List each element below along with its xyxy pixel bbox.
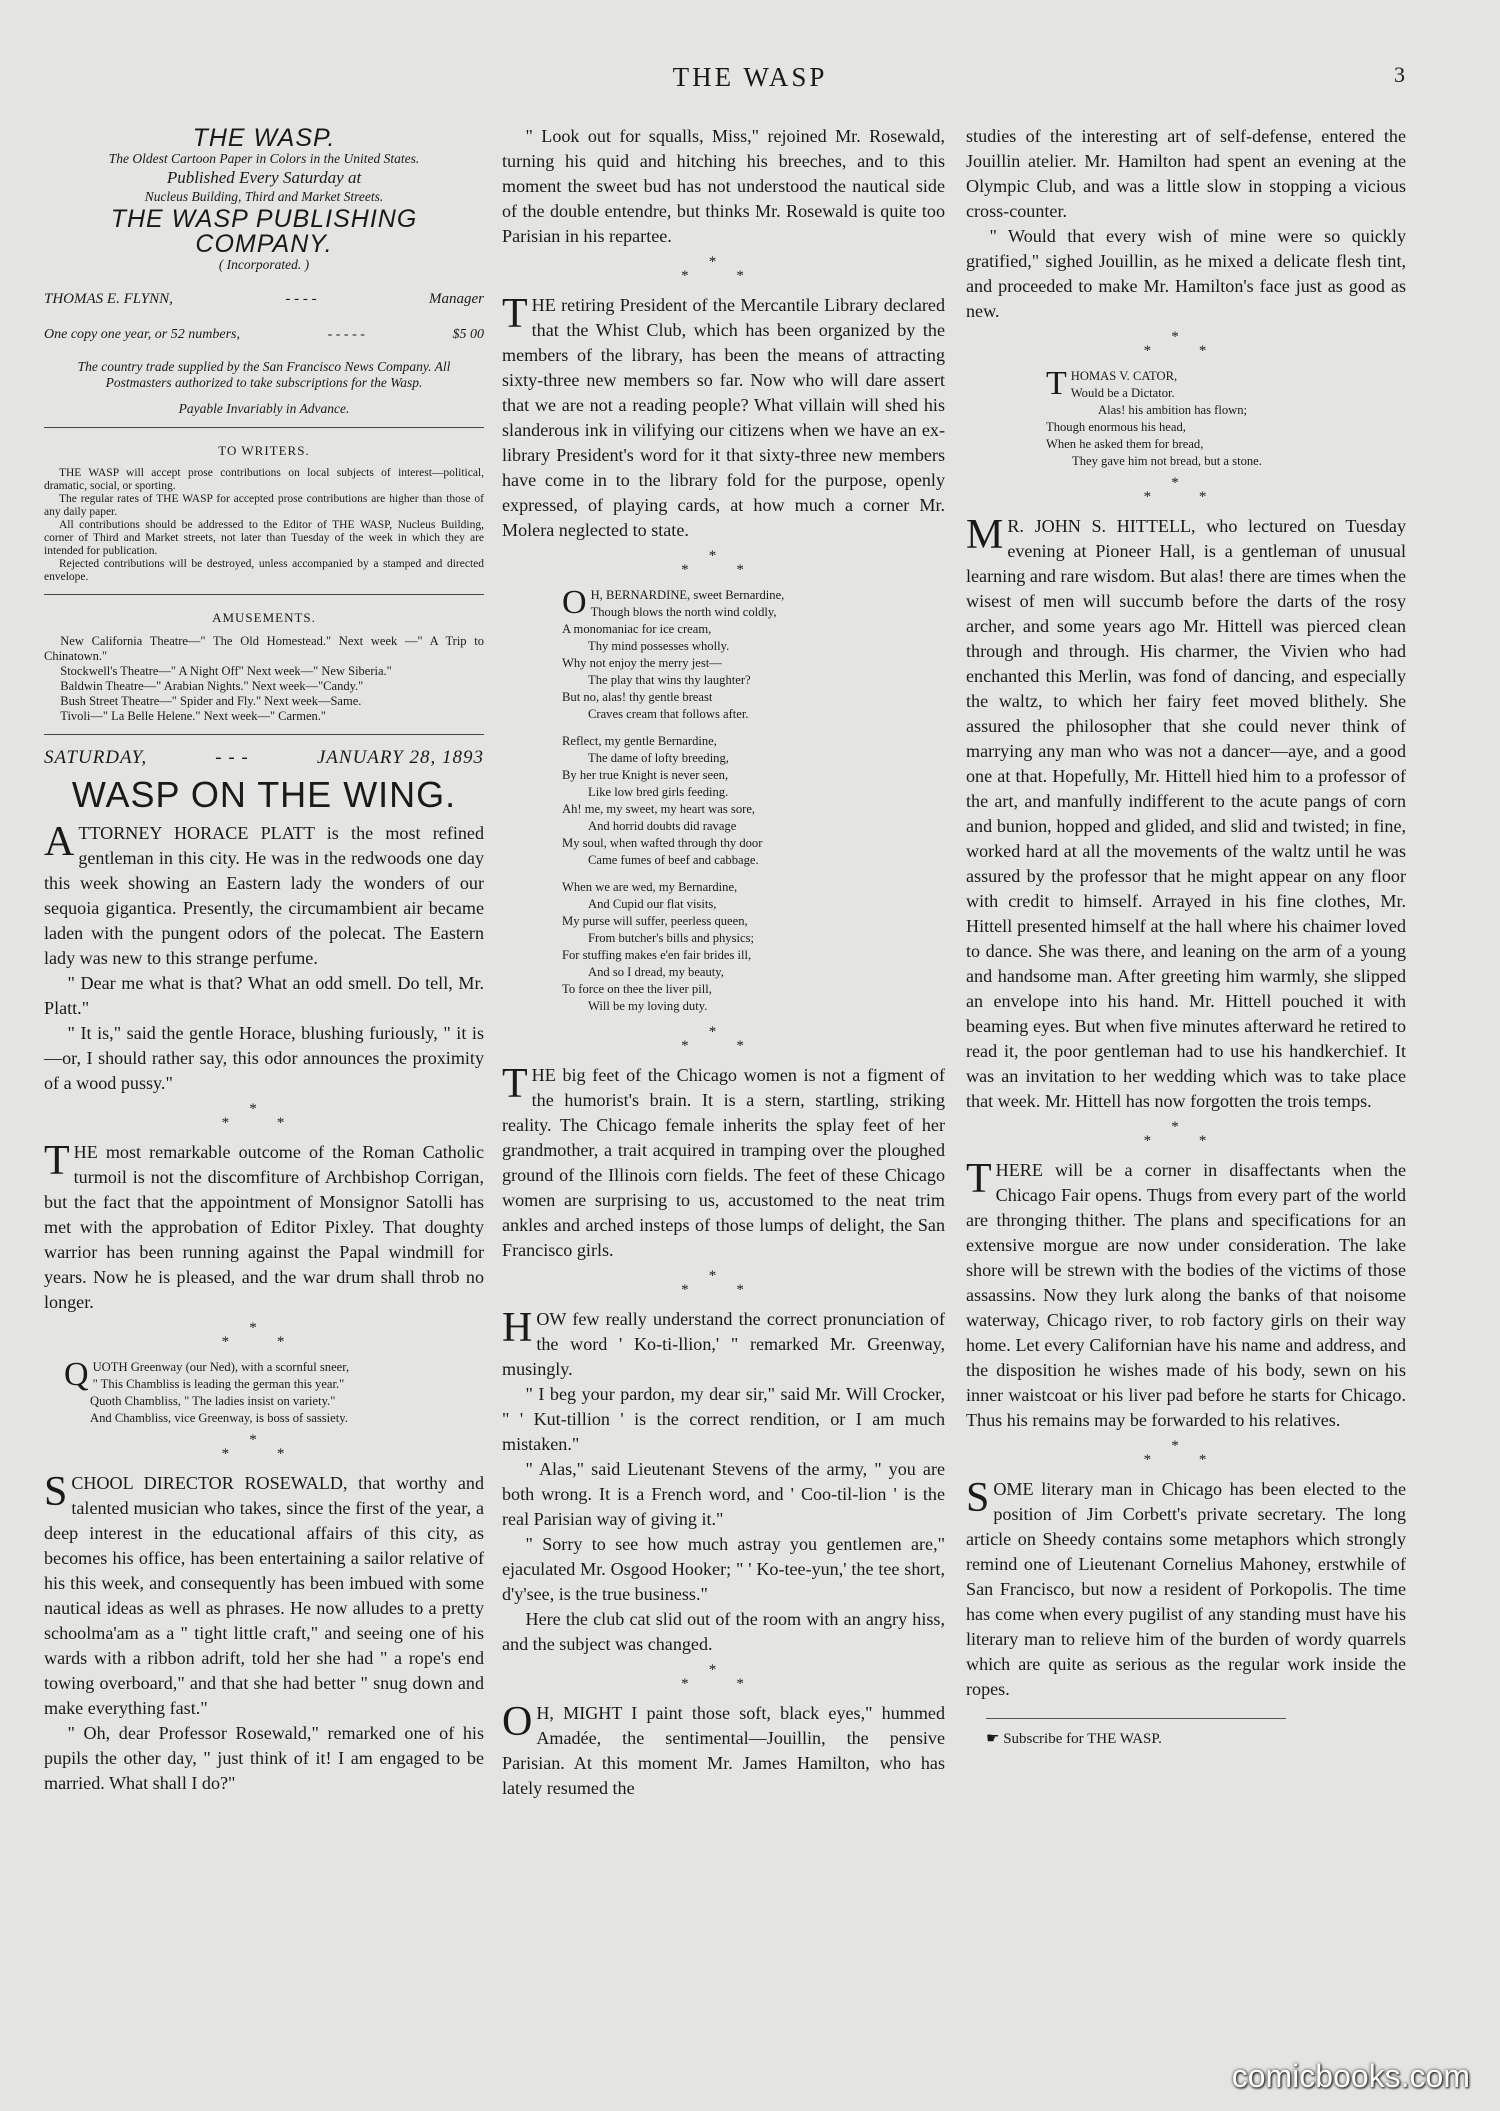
column-1: [44, 124, 484, 1796]
writers-p4: Rejected contributions will be destroyed, unless accompanied by a stamped and directed envelope.: [44, 558, 484, 583]
section-stars: * * *: [681, 254, 766, 284]
amusement-line: Stockwell's Theatre—" A Night Off" Next week—" New Siberia.": [60, 664, 392, 678]
price-value: $5 00: [452, 327, 484, 342]
dateline: [44, 745, 484, 770]
masthead: THE WASP: [672, 62, 828, 92]
amusement-line: Baldwin Theatre—" Arabian Nights." Next week—"Candy.": [60, 679, 364, 693]
article-cotillion-3: " Alas," said Lieutenant Stevens of the army, " you are both wrong. It is a French word, and ' Coo-til-lion ' is the real Parisian way of giving it.": [502, 1459, 945, 1529]
price-dashes: - - - - -: [327, 327, 365, 342]
price-line: [44, 322, 484, 347]
drop-cap: H: [502, 1305, 533, 1351]
section-stars: * * *: [681, 548, 766, 578]
article-might: O H, MIGHT I paint those soft, black eyes," hummed Amadée, the sentimental—Jouillin, the pensive Parisian. At this moment Mr. James Hamilton, who has lately resumed the: [502, 1699, 945, 1798]
manager-dashes: - - - -: [285, 291, 317, 307]
drop-cap: T: [1046, 365, 1067, 402]
info-title: THE WASP.: [192, 124, 336, 152]
article-hittell: M R. JOHN S. HITTELL, who lectured on Tuesday evening at Pioneer Hall, is a gentleman of unusual learning and rare wisdom. But alas! there are times when the wisest of men will succumb before the darts of the rosy archer, and some years ago Mr. Hittell was pierced clean through and through. His charmer, the Vivien who had enchanted this Merlin, was fond of dancing, and especially the waltz, to which her fairy feet moved blithely. She assured the philosopher that she could never think of marrying any man who was not a dancer—aye, and a good one at that. Hopefully, Mr. Hittell hied him to a professor of the art, and manfully indifferent to the acute pangs of corn and bunion, hopped and glided, and slid and twisted; in fine, worked hard at all the movements of the waltz until he was assured by the professor that he might appear on any floor with credit to himself. Arrayed in his fine clothes, Mr. Hittell presented himself at the hall where his chaimer loved to dance. She was there, and leaning on the arm of a young and handsome man. After greeting him warmly, she slipped an envelope into his hand. Mr. Hittell pouched it with beaming eyes. But when five minutes afterward he retired to read it, the poor gentleman had to use his handkerchief. It was an invitation to her wedding which was to take place that week. Mr. Hittell has now forgotten the trois temps.: [966, 512, 1406, 1111]
drop-cap: T: [44, 1138, 70, 1184]
article-studies-2: " Would that every wish of mine were so quickly gratified," sighed Jouillin, as he mixed a delicate flesh tint, and proceeded to make Mr. Hamilton's face just as good as new.: [966, 226, 1406, 321]
amusements-heading: AMUSEMENTS.: [212, 610, 316, 625]
article-cotillion-5: Here the club cat slid out of the room with an angry hiss, and the subject was changed.: [502, 1609, 945, 1654]
article-school: SCHOOL DIRECTOR ROSEWALD, that worthy and talented musician who takes, since the first of the year, a deep interest in the educational affairs of this city, as becomes his office, has been entertaining a sailor relative of his this week, and consequently has been imbued with some nautical ideas as well as phrases. He now alludes to a pretty schoolma'am as a " tight little craft," and seeing one of his wards with a ribbon adrift, told her she had " a rope's end towing overboard," and that she had better " snug down and make everything fast.": [44, 1469, 484, 1718]
drop-cap: T: [966, 1156, 992, 1202]
verse-stanza: O H, BERNARDINE, sweet Bernardine, Though blows the north wind coldly, A monomaniac for ice cream, Thy mind possesses wholly. Why not enjoy the merry jest— The play that wins thy laughter? But no, alas! thy gentle breast Craves cream that follows after.: [562, 584, 785, 721]
manager-title: Manager: [429, 291, 484, 307]
manager-name: THOMAS E. FLYNN,: [44, 291, 173, 307]
page-header: [0, 62, 1500, 102]
section-stars: * * *: [1143, 329, 1229, 359]
drop-cap: S: [44, 1469, 68, 1515]
article-platt-2: " Dear me what is that? What an odd smell. Do tell, Mr. Platt.": [44, 973, 484, 1018]
writers-p3: All contributions should be addressed to the Editor of THE WASP, Nucleus Building, corner of Third and Market streets, not later than Tuesday of the week in which they are intended for publication.: [44, 519, 484, 557]
writers-p1: THE WASP will accept prose contributions on local subjects of interest—political, dramatic, social, or sporting.: [44, 467, 484, 492]
article-lookout: " Look out for squalls, Miss," rejoined Mr. Rosewald, turning his quid and hitching his breeches, and to this moment the sweet bud has not understood the nautical side of the double entendre, but thinks Mr. Rosewald is quite too Parisian in his repartee.: [502, 126, 945, 246]
article-chicago-fair: THERE will be a corner in disaffectants when the Chicago Fair opens. Thugs from every part of the world are thronging thither. The plans and specifications for an extensive morgue are now under consideration. The lake shore will be strewn with the bodies of the victims of those assassins. Now they lurk along the banks of that noisome waterway, Chicago river, to rob factory girls on their way home. Let every Californian have his name and address, and the disposition he wishes made of his body, sewn on his inner waistcoat or his liver pad before he starts for Chicago. Thus his remains may be forwarded to his relatives.: [966, 1156, 1406, 1430]
section-headline: WASP ON THE WING.: [71, 774, 457, 815]
watermark: comicbooks.com: [1231, 2058, 1470, 2094]
drop-cap: O: [562, 584, 587, 621]
section-stars: * * *: [221, 1432, 307, 1462]
drop-cap: Q: [64, 1356, 89, 1393]
section-stars: * * *: [1143, 1119, 1229, 1149]
article-retiring: THE retiring President of the Mercantile Library declared that the Whist Club, which has been organized by the members of the library, has been the means of attracting sixty-three new members so far. Now who will dare assert that we are not a reading people? What villain will shed his slanderous ink in vilifying our citizens when we have an ex-library President's word for it that sixty-three new members have come in to the library fold for the purpose, openly expressed, of playing cards, at how much a corner Mr. Molera neglected to state.: [502, 291, 945, 540]
section-stars: * * *: [221, 1101, 307, 1131]
info-company: THE WASP PUBLISHING COMPANY.: [110, 205, 418, 258]
divider: [44, 427, 484, 428]
subscribe-notice: [986, 1718, 1286, 1752]
amusement-line: New California Theatre—" The Old Homestead." Next week —" A Trip to Chinatown.": [44, 634, 484, 663]
to-writers-box: [44, 438, 484, 584]
verse-quoth: Q UOTH Greenway (our Ned), with a scornful sneer, " This Chambliss is leading the german this year." Quoth Chambliss, " The ladies insist on variety." And Chambliss, vice Greenway, is boss of sassiety.: [64, 1356, 350, 1425]
article-platt: ATTORNEY HORACE PLATT is the most refined gentleman in this city. He was in the redwoods one day this week showing an Eastern lady the wonders of our sequoia gigantica. Presently, the circumambient air became laden with the pungent odors of the polecat. The Eastern lady was new to this strange perfume.: [44, 819, 484, 968]
info-published: Published Every Saturday at: [166, 168, 362, 187]
info-incorporated: ( Incorporated. ): [218, 257, 310, 272]
info-payable: Payable Invariably in Advance.: [178, 401, 350, 416]
amusements-box: [44, 605, 484, 724]
divider: [44, 734, 484, 735]
drop-cap: T: [502, 1061, 528, 1107]
article-cotillion-2: " I beg your pardon, my dear sir," said Mr. Will Crocker, " ' Kut-tillion ' is the correct rendition, or I am much mistaken.": [502, 1384, 945, 1454]
writers-p2: The regular rates of THE WASP for accepted prose contributions are higher than those of any daily paper.: [44, 493, 484, 518]
section-stars: * * *: [681, 1268, 766, 1298]
info-trade: The country trade supplied by the San Francisco News Company. All Postmasters authorized to take subscriptions for the Wasp.: [77, 359, 451, 390]
article-cotillion: HOW few really understand the correct pronunciation of the word ' Ko-ti-llion,' " remarked Mr. Greenway, musingly.: [502, 1305, 945, 1379]
drop-cap: S: [966, 1475, 990, 1521]
drop-cap: O: [502, 1699, 533, 1745]
section-stars: * * *: [1143, 475, 1229, 505]
info-subtitle: The Oldest Cartoon Paper in Colors in the United States.: [108, 151, 420, 166]
pointing-hand-icon: ☛: [986, 1731, 1000, 1747]
amusement-line: Tivoli—" La Belle Helene." Next week—" Carmen.": [60, 709, 326, 723]
verse-stanza: When we are wed, my Bernardine, And Cupid our flat visits, My purse will suffer, peerless queen, From butcher's bills and physics; For stuffing makes e'en fair brides ill, And so I dread, my beauty, To force on thee the liver pill, Will be my loving duty.: [562, 880, 754, 1013]
article-feet: THE big feet of the Chicago women is not a figment of the humorist's brain. It is a stern, startling, striking reality. The Chicago female inherits the splay feet of her grandmother, a trait acquired in tramping over the ploughed ground of the Illinois corn fields. The feet of these Chicago women are surprising to us, accustomed to the neat trim ankles and arched insteps of those lumps of delight, the San Francisco girls.: [502, 1061, 945, 1260]
column-2: [502, 124, 945, 1801]
article-cotillion-4: " Sorry to see how much astray you gentlemen are," ejaculated Mr. Osgood Hooker; " ' Ko-tee-yun,' the tee short, d'y'see, is the true business.": [502, 1534, 945, 1604]
page-number: 3: [1394, 62, 1405, 87]
dateline-day: SATURDAY,: [44, 747, 148, 768]
subscribe-text: Subscribe for THE WASP.: [1003, 1731, 1162, 1747]
section-stars: * * *: [681, 1662, 766, 1692]
section-stars: * * *: [1143, 1438, 1229, 1468]
drop-cap: M: [966, 512, 1004, 558]
divider: [44, 594, 484, 595]
drop-cap: T: [502, 291, 528, 337]
amusement-line: Bush Street Theatre—" Spider and Fly." Next week—Same.: [60, 694, 362, 708]
manager-line: [44, 287, 484, 312]
verse-cator: T HOMAS V. CATOR, Would be a Dictator. Alas! his ambition has flown; Though enormous his head, When he asked them for bread, They gave him not bread, but a stone.: [1046, 365, 1262, 468]
section-stars: * * *: [221, 1320, 307, 1350]
article-corbett: SOME literary man in Chicago has been elected to the position of Jim Corbett's private secretary. The long article on Sheedy contains some metaphors which strongly remind one of Lieutenant Cornelius Mahoney, erstwhile of San Francisco, but now a resident of Porkopolis. The time has come when every pugilist of any standing must have his literary man to relieve him of the burden of wordy quarrels which are quite as serious as the regular work inside the ropes.: [966, 1475, 1406, 1699]
article-school-2: " Oh, dear Professor Rosewald," remarked one of his pupils the other day, " just think of it! I am engaged to be married. What shall I do?": [44, 1723, 484, 1793]
article-platt-3: " It is," said the gentle Horace, blushing furiously, " it is—or, I should rather say, this odor announces the proximity of a wood pussy.": [44, 1023, 484, 1093]
verse-stanza: Reflect, my gentle Bernardine, The dame of lofty breeding, By her true Knight is never seen, Like low bred girls feeding. Ah! me, my sweet, my heart was sore, And horrid doubts did ravage My soul, when wafted through thy door Came fumes of beef and cabbage.: [562, 734, 763, 867]
drop-cap: A: [44, 819, 75, 865]
publication-info-box: [44, 126, 484, 417]
price-label: One copy one year, or 52 numbers,: [44, 327, 240, 342]
info-address: Nucleus Building, Third and Market Streets.: [144, 189, 384, 204]
dateline-dashes: - - -: [215, 747, 249, 768]
verse-bernardine: [502, 584, 945, 1015]
article-studies: studies of the interesting art of self-defense, entered the Jouillin atelier. Mr. Hamilton had spent an evening at the Olympic Club, and was a little slow in stopping a vicious cross-counter.: [966, 126, 1406, 221]
column-3: [966, 124, 1406, 1752]
dateline-date: JANUARY 28, 1893: [316, 747, 484, 768]
writers-heading: TO WRITERS.: [218, 443, 310, 458]
section-stars: * * *: [681, 1024, 766, 1054]
article-roman: THE most remarkable outcome of the Roman Catholic turmoil is not the discomfiture of Archbishop Corrigan, but the fact that the appointment of Monsignor Satolli has met with the approbation of Editor Pixley. That doughty warrior has been running against the Papal windmill for years. Now he is pleased, and the war drum shall throb no longer.: [44, 1138, 484, 1312]
